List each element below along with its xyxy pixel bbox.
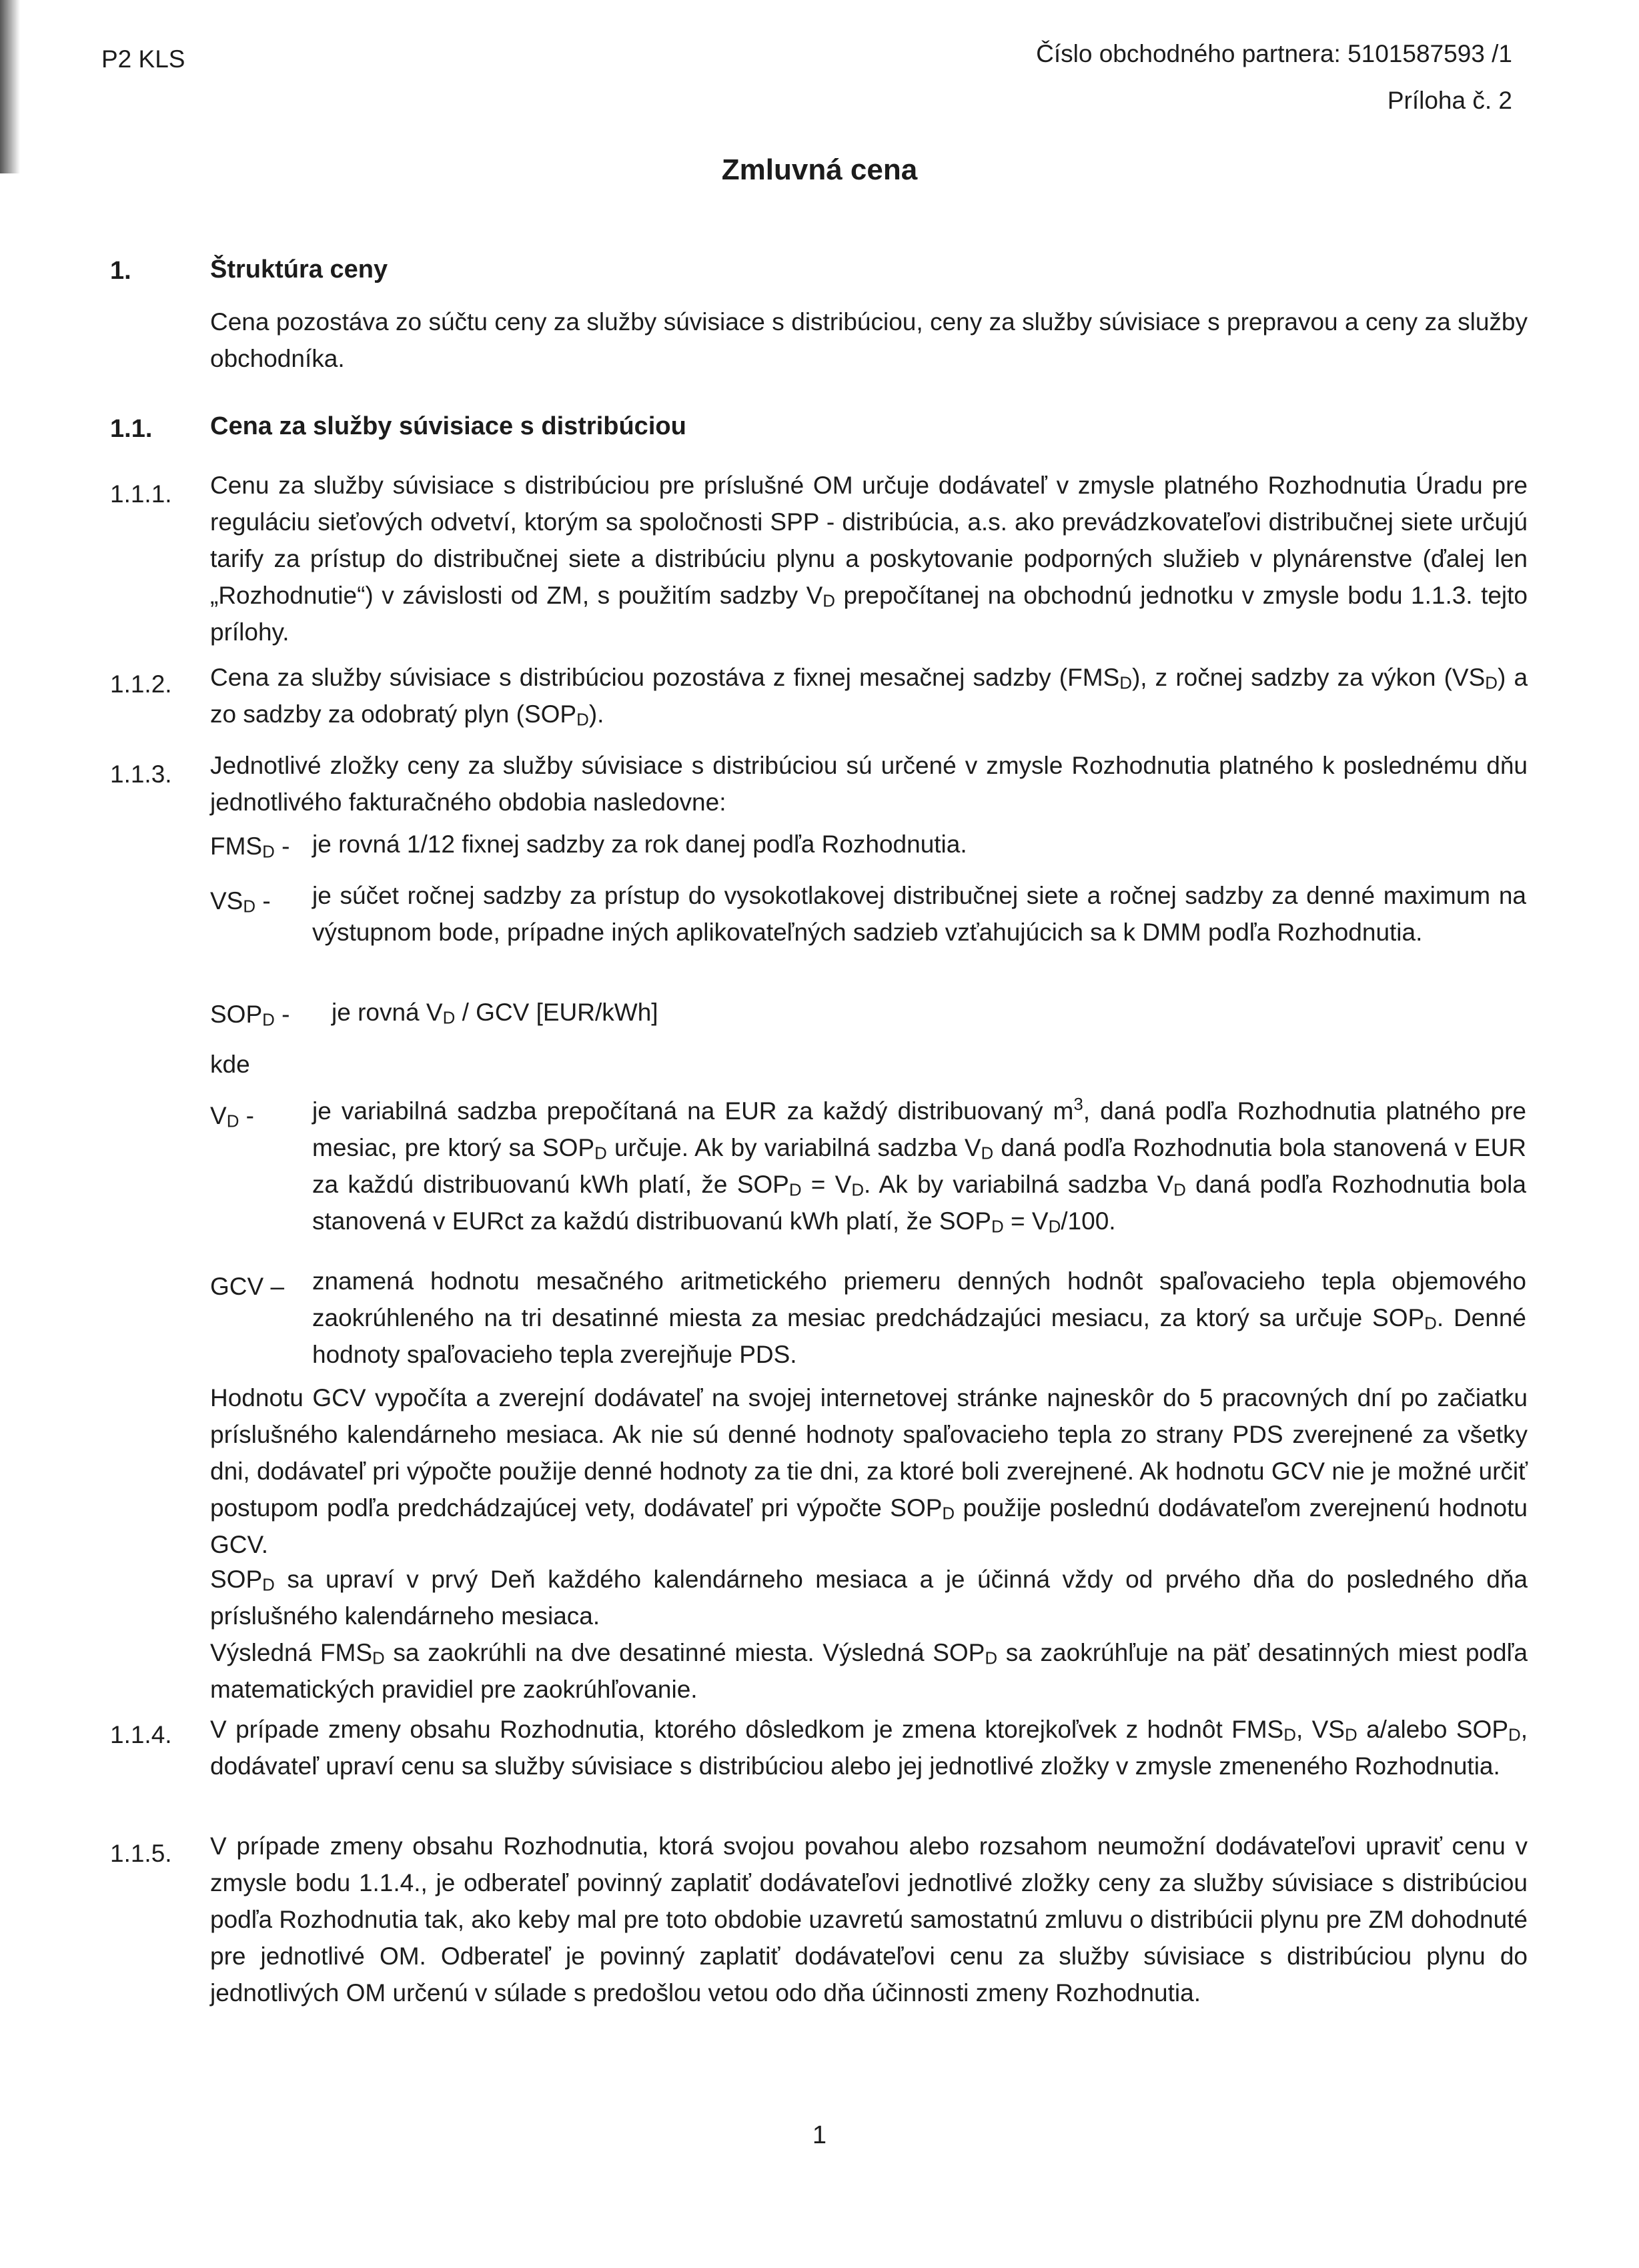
section-number: 1.1.5. bbox=[110, 1840, 172, 1867]
paragraph: V prípade zmeny obsahu Rozhodnutia, ktorá svojou povahou alebo rozsahom neumožní dodávateľovi upraviť cenu v zmysle bodu 1.1.4., je odberateľ povinný zaplatiť dodávateľovi jednotlivé zložky ceny za služby súvisiace s distribúciou podľa Rozhodnutia tak, ako keby mal pre toto obdobie uzavretú samostatnú zmluvu o distribúcii plynu pre ZM dohodnuté pre jednotlivé OM. Odberateľ je povinný zaplatiť dodávateľovi cenu za služby súvisiace s distribúciou plynu do jednotlivých OM určenú v súlade s predošlou vetou odo dňa účinnosti zmeny Rozhodnutia. bbox=[210, 1832, 1528, 2007]
section-number: 1.1.1. bbox=[110, 480, 172, 508]
paragraph: Cena pozostáva zo súčtu ceny za služby súvisiace s distribúciou, ceny za služby súvisiace s prepravou a ceny za služby obchodníka. bbox=[210, 308, 1528, 372]
definition-text: je rovná $V_D$ / GCV [EUR/kWh] bbox=[332, 999, 658, 1028]
paragraph: Cenu za služby súvisiace s distribúciou pre príslušné OM určuje dodávateľ v zmysle platného Rozhodnutia Úradu pre reguláciu sieťových odvetví, ktorým sa spoločnosti SPP - distribúcia, a.s. ako prevádzkovateľovi distribučnej siete určujú tarify za prístup do distribučnej siete a distribúciu plynu a poskytovanie podporných služieb v plynárenstve (ďalej len „Rozhodnutie“) v závislosti od ZM, s použitím sadzby $V_D$ prepočítanej na obchodnú jednotku v zmysle bodu 1.1.3. tejto prílohy. bbox=[210, 472, 1528, 646]
definition-text: je rovná 1/12 fixnej sadzby za rok danej podľa Rozhodnutia. bbox=[312, 830, 967, 858]
definition-text: je variabilná sadzba prepočítaná na EUR za každý distribuovaný $m^3$, daná podľa Rozhodnutia platného pre mesiac, pre ktorý sa $SOP_D$ určuje. Ak by variabilná sadzba $V_D$ daná podľa Rozhodnutia bola stanovená v EUR za každú distribuovanú kWh platí, že $SOP_D = V_D$. Ak by variabilná sadzba $V_D$ daná podľa Rozhodnutia bola stanovená v EURct za každú distribuovanú kWh platí, že $SOP_D = V_D/100$. bbox=[312, 1095, 1527, 1237]
kde-label: kde bbox=[210, 1051, 250, 1078]
definition-text: znamená hodnotu mesačného aritmetického priemeru denných hodnôt spaľovacieho tepla objemového zaokrúhleného na tri desatinné miesta za mesiac predchádzajúci mesiacu, za ktorý sa určuje $SOP_D$. Denné hodnoty spaľovacieho tepla zverejňuje PDS. bbox=[312, 1267, 1526, 1368]
definition-label: GCV – bbox=[210, 1273, 285, 1300]
scan-edge-shadow bbox=[0, 0, 20, 173]
section-number: 1.1.3. bbox=[110, 760, 172, 788]
paragraph: V prípade zmeny obsahu Rozhodnutia, ktorého dôsledkom je zmena ktorejkoľvek z hodnôt $FMS_D$, $VS_D$ a/alebo $SOP_D$, dodávateľ upraví cenu sa služby súvisiace s distribúciou alebo jej jednotlivé zložky v zmysle zmeneného Rozhodnutia. bbox=[210, 1716, 1528, 1780]
section-number: 1. bbox=[110, 257, 131, 285]
section-heading: Cena za služby súvisiace s distribúciou bbox=[210, 412, 686, 440]
paragraph: Hodnotu GCV vypočíta a zverejní dodávateľ na svojej internetovej stránke najneskôr do 5 pracovných dní po začiatku príslušného kalendárneho mesiaca. Ak nie sú denné hodnoty spaľovacieho tepla zo strany PDS zverejnené za všetky dni, dodávateľ pri výpočte použije denné hodnoty za tie dni, za ktoré boli zverejnené. Ak hodnotu GCV nie je možné určiť postupom podľa predchádzajúcej vety, dodávateľ pri výpočte $SOP_D$ použije poslednú dodávateľom zverejnenú hodnotu GCV. bbox=[210, 1384, 1528, 1558]
definition-label: $FMS_D$ - bbox=[210, 832, 290, 862]
paragraph: $SOP_D$ sa upraví v prvý Deň každého kalendárneho mesiaca a je účinná vždy od prvého dňa do posledného dňa príslušného kalendárneho mesiaca. bbox=[210, 1566, 1528, 1630]
header-code: P2 KLS bbox=[101, 45, 185, 73]
section-number: 1.1.2. bbox=[110, 670, 172, 698]
section-number: 1.1.4. bbox=[110, 1721, 172, 1748]
paragraph: Výsledná $FMS_D$ sa zaokrúhli na dve desatinné miesta. Výsledná $SOP_D$ sa zaokrúhľuje na päť desatinných miest podľa matematických pravidiel pre zaokrúhľovanie. bbox=[210, 1639, 1528, 1703]
document-title: Zmluvná cena bbox=[721, 153, 918, 186]
definition-label: $SOP_D$ - bbox=[210, 1001, 290, 1030]
appendix-label: Príloha č. 2 bbox=[1387, 87, 1512, 114]
page-number: 1 bbox=[812, 2121, 827, 2149]
definition-text: je súčet ročnej sadzby za prístup do vysokotlakovej distribučnej siete a ročnej sadzby za denné maximum na výstupnom bode, prípadne iných aplikovateľných sadzieb vzťahujúcich sa k DMM podľa Rozhodnutia. bbox=[312, 882, 1526, 946]
paragraph: Cena za služby súvisiace s distribúciou pozostáva z fixnej mesačnej sadzby $(FMS_D)$, z ročnej sadzby za výkon $(VS_D)$ a zo sadzby za odobratý plyn $(SOP_D)$. bbox=[210, 664, 1528, 730]
paragraph: Jednotlivé zložky ceny za služby súvisiace s distribúciou sú určené v zmysle Rozhodnutia platného k poslednému dňu jednotlivého fakturačného obdobia nasledovne: bbox=[210, 752, 1528, 816]
definition-label: $VS_D$ - bbox=[210, 887, 271, 917]
definition-label: $V_D$ - bbox=[210, 1102, 254, 1131]
partner-number: Číslo obchodného partnera: 5101587593 /1 bbox=[1036, 40, 1512, 67]
section-heading: Štruktúra ceny bbox=[210, 255, 388, 284]
section-number: 1.1. bbox=[110, 415, 153, 443]
